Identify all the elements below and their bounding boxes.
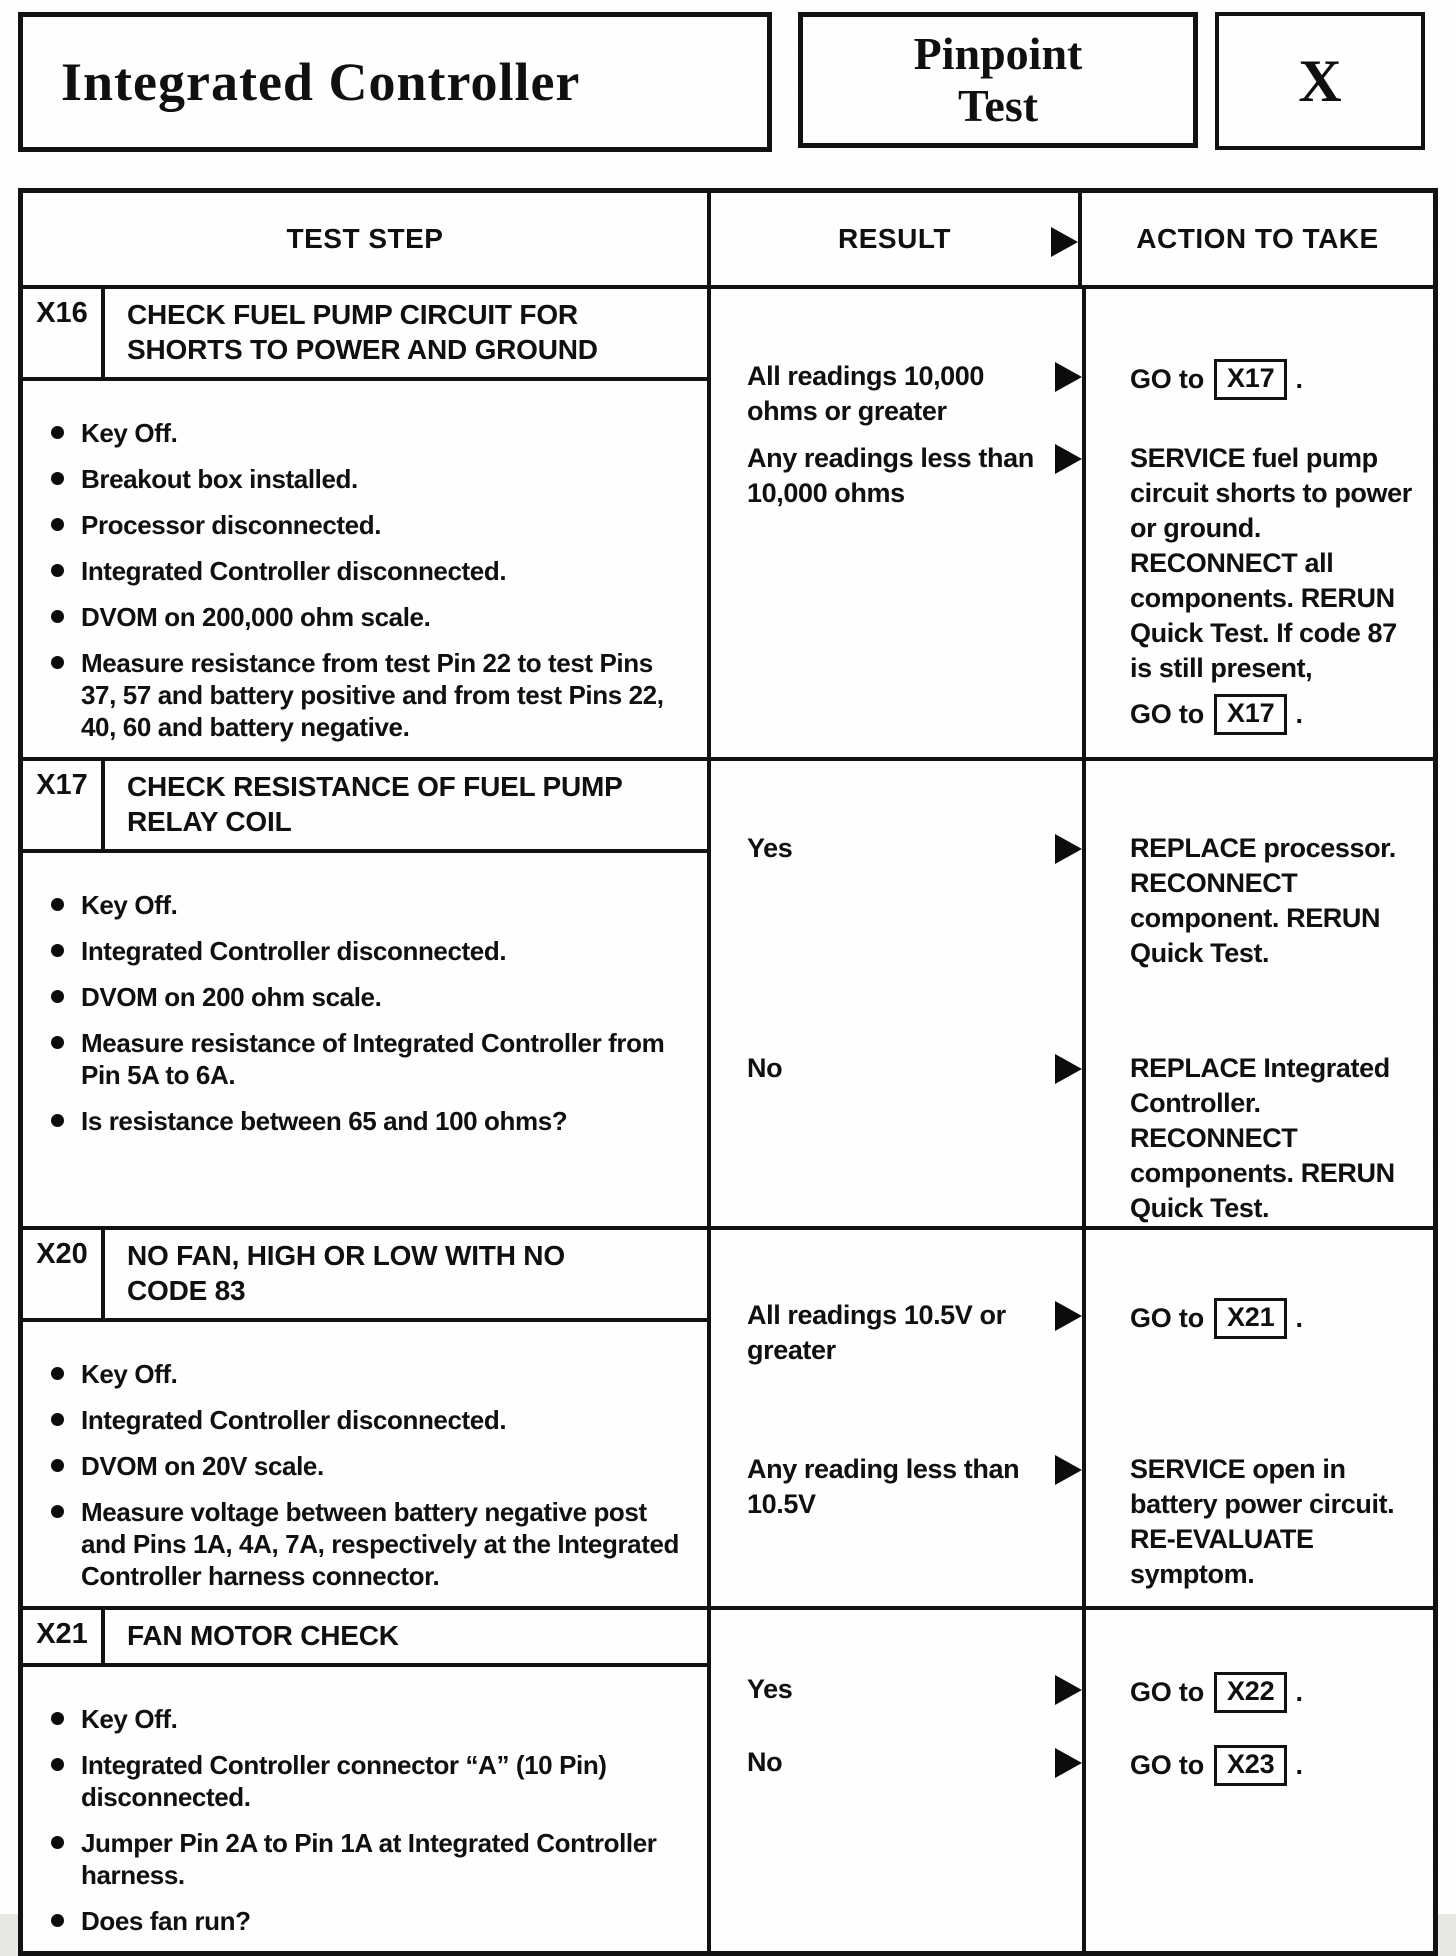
step-id-badge: X16: [23, 289, 105, 377]
test-step-cell: [23, 761, 711, 1226]
step-bullets: [23, 1322, 707, 1606]
bullet-text: Measure resistance from test Pin 22 to test Pins 37, 57 and battery positive and from test Pins 22, 40, 60 and battery negative.: [81, 648, 664, 742]
test-step-cell: [23, 1610, 711, 1951]
result-text: Yes: [747, 833, 793, 863]
step-bullets: [23, 381, 707, 757]
result-arrow-icon: [1055, 834, 1082, 864]
outcome-row: [711, 831, 1433, 971]
result-cell: [711, 359, 1082, 429]
goto-suffix: .: [1295, 1303, 1303, 1333]
bullet-text: Processor disconnected.: [81, 510, 382, 540]
bullet-text: DVOM on 200,000 ohm scale.: [81, 602, 431, 632]
result-text: Any reading less than 10.5V: [747, 1454, 1020, 1519]
bullet-item: [51, 555, 689, 587]
result-arrow-icon: [1055, 1301, 1082, 1331]
bullet-text: DVOM on 200 ohm scale.: [81, 982, 382, 1012]
pinpoint-test-line1: Pinpoint: [913, 28, 1083, 80]
goto-line: [1130, 1298, 1433, 1339]
step-title-band: [23, 289, 707, 381]
action-cell: [1082, 1745, 1433, 1786]
step-id-badge: X20: [23, 1230, 105, 1318]
bullet-icon: [51, 1712, 64, 1725]
goto-step-ref: X17: [1214, 359, 1287, 400]
bullet-item: [51, 1404, 689, 1436]
goto-suffix: .: [1295, 699, 1303, 729]
bullet-item: [51, 1496, 689, 1592]
bullet-item: [51, 463, 689, 495]
outcome-row: [711, 441, 1433, 735]
result-action-cell: [711, 1610, 1433, 1951]
action-cell: [1082, 441, 1433, 735]
step-title-band: [23, 761, 707, 853]
bullet-icon: [51, 990, 64, 1003]
goto-prefix: GO to: [1130, 364, 1204, 394]
outcome-row: [711, 359, 1433, 429]
result-cell: [711, 1745, 1082, 1786]
result-arrow-icon: [1055, 362, 1082, 392]
bullet-item: [51, 1027, 689, 1091]
goto-suffix: .: [1295, 1750, 1303, 1780]
goto-suffix: .: [1295, 364, 1303, 394]
test-step-cell: [23, 289, 711, 757]
test-step-cell: [23, 1230, 711, 1606]
bullet-icon: [51, 1459, 64, 1472]
action-cell: [1082, 1452, 1433, 1592]
step-title: CHECK RESISTANCE OF FUEL PUMP RELAY COIL: [127, 771, 623, 837]
bullet-item: [51, 1905, 689, 1937]
bullet-item: [51, 1827, 689, 1891]
result-text: Yes: [747, 1674, 793, 1704]
goto-step-ref: X22: [1214, 1672, 1287, 1713]
test-letter: X: [1298, 47, 1342, 114]
bullet-icon: [51, 1505, 64, 1518]
outcome-row: [711, 1745, 1433, 1786]
goto-prefix: GO to: [1130, 1303, 1204, 1333]
bullet-text: Integrated Controller disconnected.: [81, 556, 507, 586]
action-cell: [1082, 359, 1433, 429]
result-action-cell: [711, 1230, 1433, 1606]
bullet-text: Integrated Controller connector “A” (10 Pin) disconnected.: [81, 1750, 607, 1812]
bullet-text: Key Off.: [81, 1359, 178, 1389]
action-header-label: ACTION TO TAKE: [1136, 223, 1379, 254]
bullet-icon: [51, 564, 64, 577]
result-action-cell: [711, 761, 1433, 1226]
result-cell: [711, 1298, 1082, 1368]
goto-line: [1130, 359, 1433, 400]
bullet-icon: [51, 610, 64, 623]
action-text: SERVICE fuel pump circuit shorts to power or ground. RECONNECT all components. RERUN Quick Test. If code 87 is still present,: [1130, 443, 1412, 683]
goto-prefix: GO to: [1130, 1677, 1204, 1707]
step-id-badge: X21: [23, 1610, 105, 1663]
bullet-text: Key Off.: [81, 1704, 178, 1734]
step-title: CHECK FUEL PUMP CIRCUIT FOR SHORTS TO POWER AND GROUND: [127, 299, 598, 365]
result-arrow-icon: [1055, 1054, 1082, 1084]
step-title: NO FAN, HIGH OR LOW WITH NO CODE 83: [127, 1240, 565, 1306]
goto-prefix: GO to: [1130, 1750, 1204, 1780]
bullet-item: [51, 1450, 689, 1482]
column-header-result: [711, 193, 1082, 285]
step-title-band: [23, 1610, 707, 1667]
bullet-text: Jumper Pin 2A to Pin 1A at Integrated Controller harness.: [81, 1828, 657, 1890]
result-arrow-icon: [1055, 1675, 1082, 1705]
action-text: REPLACE Integrated Controller. RECONNECT components. RERUN Quick Test.: [1130, 1053, 1395, 1223]
bullet-item: [51, 1358, 689, 1390]
bullet-icon: [51, 518, 64, 531]
goto-step-ref: X23: [1214, 1745, 1287, 1786]
result-text: No: [747, 1747, 783, 1777]
bullet-item: [51, 1749, 689, 1813]
outcome-row: [711, 1452, 1433, 1592]
page-header: [18, 12, 1438, 152]
goto-line: [1130, 1672, 1433, 1713]
bullet-item: [51, 647, 689, 743]
test-letter-box: [1215, 12, 1425, 150]
bullet-icon: [51, 656, 64, 669]
action-text: REPLACE processor. RECONNECT component. RERUN Quick Test.: [1130, 833, 1396, 968]
step-bullets: [23, 1667, 707, 1951]
bullet-icon: [51, 1114, 64, 1127]
result-cell: [711, 441, 1082, 735]
result-cell: [711, 1051, 1082, 1226]
bullet-icon: [51, 1036, 64, 1049]
result-cell: [711, 1452, 1082, 1592]
action-cell: [1082, 1051, 1433, 1226]
goto-line: [1130, 1745, 1433, 1786]
bullet-icon: [51, 1367, 64, 1380]
bullet-icon: [51, 898, 64, 911]
result-text: All readings 10,000 ohms or greater: [747, 361, 985, 426]
bullet-text: Breakout box installed.: [81, 464, 358, 494]
result-text: Any readings less than 10,000 ohms: [747, 443, 1034, 508]
result-cell: [711, 1672, 1082, 1713]
bullet-text: Integrated Controller disconnected.: [81, 936, 507, 966]
bullet-item: [51, 1105, 689, 1137]
bullet-text: Measure voltage between battery negative post and Pins 1A, 4A, 7A, respectively at the Integrated Controller harness connector.: [81, 1497, 680, 1591]
action-text: SERVICE open in battery power circuit. RE-EVALUATE symptom.: [1130, 1454, 1395, 1589]
goto-step-ref: X17: [1214, 694, 1287, 735]
bullet-icon: [51, 426, 64, 439]
result-header-label: RESULT: [838, 223, 951, 254]
bullet-item: [51, 935, 689, 967]
result-action-cell: [711, 289, 1433, 757]
goto-suffix: .: [1295, 1677, 1303, 1707]
bullet-text: DVOM on 20V scale.: [81, 1451, 324, 1481]
result-cell: [711, 831, 1082, 971]
bullet-item: [51, 417, 689, 449]
result-text: No: [747, 1053, 783, 1083]
bullet-text: Integrated Controller disconnected.: [81, 1405, 507, 1435]
bullet-icon: [51, 944, 64, 957]
outcome-row: [711, 1051, 1433, 1226]
step-id-badge: X17: [23, 761, 105, 849]
column-header-test-step: [23, 193, 711, 285]
pinpoint-test-table: [18, 188, 1438, 1956]
action-cell: [1082, 831, 1433, 971]
bullet-text: Is resistance between 65 and 100 ohms?: [81, 1106, 568, 1136]
bullet-item: [51, 601, 689, 633]
pinpoint-test-line2: Test: [957, 80, 1039, 131]
pinpoint-test-box: [798, 12, 1198, 148]
page-title: Integrated Controller: [61, 52, 581, 112]
outcome-row: [711, 1672, 1433, 1713]
step-row-x16: [23, 289, 1433, 757]
result-arrow-icon: [1055, 1748, 1082, 1778]
bullet-text: Key Off.: [81, 890, 178, 920]
bullet-icon: [51, 1758, 64, 1771]
action-cell: [1082, 1672, 1433, 1713]
step-row-x20: [23, 1226, 1433, 1606]
outcome-row: [711, 1298, 1433, 1368]
column-header-action: [1082, 193, 1433, 285]
system-title-box: [18, 12, 772, 152]
goto-step-ref: X21: [1214, 1298, 1287, 1339]
step-row-x21: [23, 1606, 1433, 1951]
step-title-band: [23, 1230, 707, 1322]
bullet-text: Measure resistance of Integrated Controller from Pin 5A to 6A.: [81, 1028, 665, 1090]
step-row-x17: [23, 757, 1433, 1226]
result-arrow-icon: [1055, 1455, 1082, 1485]
step-bullets: [23, 853, 707, 1151]
table-header-row: [23, 193, 1433, 289]
test-step-header-label: TEST STEP: [286, 223, 444, 254]
goto-prefix: GO to: [1130, 699, 1204, 729]
bullet-icon: [51, 1413, 64, 1426]
action-cell: [1082, 1298, 1433, 1368]
result-arrow-icon: [1051, 227, 1078, 257]
bullet-text: Does fan run?: [81, 1906, 251, 1936]
goto-line: [1130, 694, 1433, 735]
bullet-icon: [51, 1914, 64, 1927]
result-arrow-icon: [1055, 444, 1082, 474]
result-text: All readings 10.5V or greater: [747, 1300, 1006, 1365]
bullet-text: Key Off.: [81, 418, 178, 448]
bullet-icon: [51, 472, 64, 485]
bullet-icon: [51, 1836, 64, 1849]
bullet-item: [51, 509, 689, 541]
bullet-item: [51, 889, 689, 921]
step-title: FAN MOTOR CHECK: [127, 1620, 399, 1651]
bullet-item: [51, 1703, 689, 1735]
bullet-item: [51, 981, 689, 1013]
